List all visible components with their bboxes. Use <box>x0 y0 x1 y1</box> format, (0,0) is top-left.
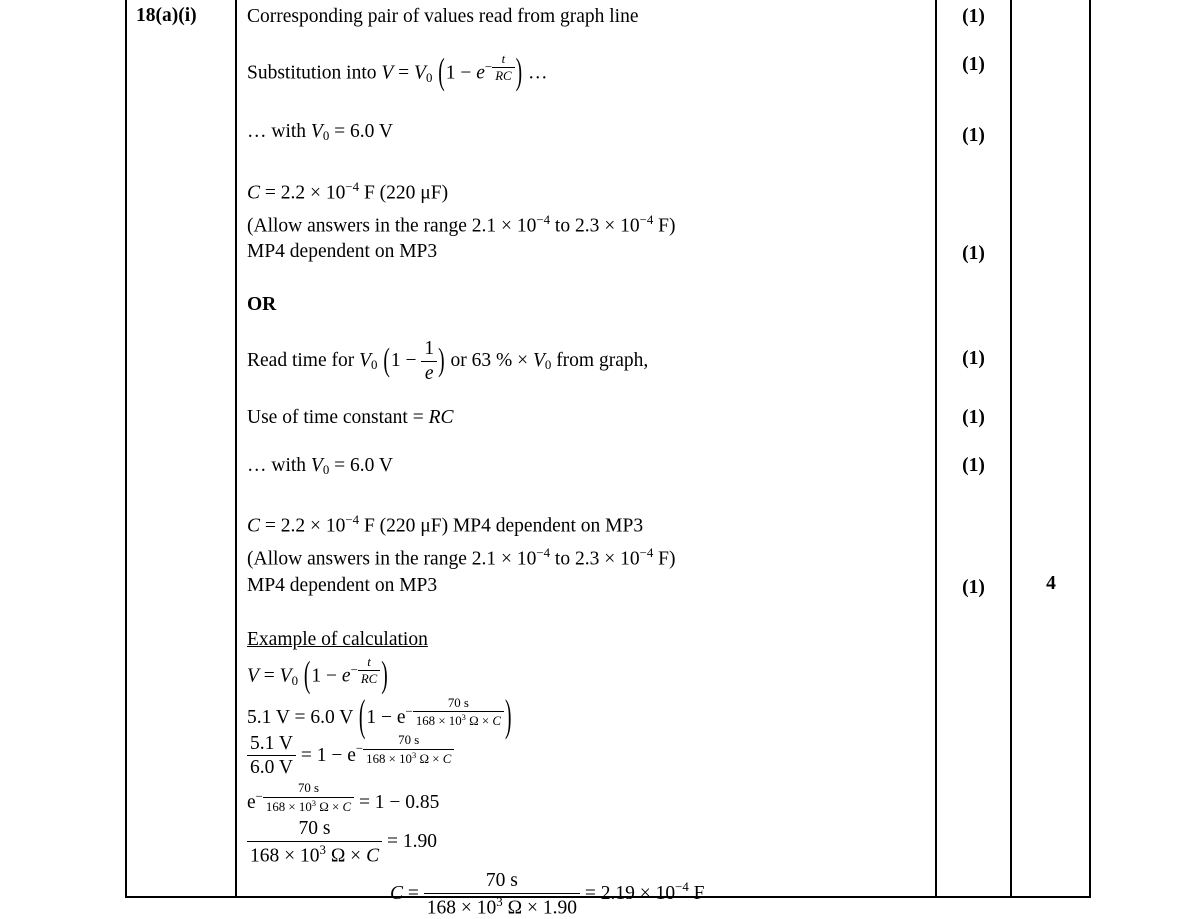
superscript: − $\frac{70 s}{168 \times 103 \Omega \times C}$ <box>406 696 504 729</box>
math-variable: V <box>279 665 292 687</box>
math-variable: RC <box>360 672 378 687</box>
math-variable: V <box>414 62 426 84</box>
mark-point: (1) <box>962 407 985 429</box>
math-paren: ( <box>383 343 390 380</box>
fraction-numerator: 70 s <box>413 696 504 712</box>
bold-text: OR <box>247 294 277 316</box>
fraction-numerator <box>492 52 514 68</box>
mark-scheme-row <box>247 870 1090 919</box>
math-variable: RC <box>495 69 512 84</box>
math-paren: ( <box>438 53 445 94</box>
math-variable: C <box>366 845 380 867</box>
math-fraction <box>363 733 454 766</box>
answer-line: C = $\frac{70 s}{168 \times 103 \Omega \times 1.90}$ = 2.19 × 10−4 F <box>390 869 705 919</box>
fraction-numerator: 70 s <box>247 818 382 842</box>
fraction-numerator: 5.1 V <box>247 733 296 757</box>
mark-scheme-row <box>247 627 1090 653</box>
mark-point: (1) <box>962 6 985 27</box>
mark-scheme-row <box>247 338 1090 385</box>
mark-point: (1) <box>962 348 985 370</box>
answer-line: $\frac{70 s}{168 \times 103 \Omega \times C}$ = 1.90 <box>247 818 1090 867</box>
math-variable: V <box>247 665 259 687</box>
math-paren: ) <box>515 53 523 94</box>
subscript: 0 <box>425 70 433 85</box>
superscript: − $\frac{t}{RC}$ <box>485 52 515 84</box>
math-paren: ) <box>504 693 512 742</box>
superscript: −4 <box>675 880 689 895</box>
answer-line: … with V0 = 6.0 V <box>247 455 394 478</box>
mark-point: (1) <box>962 124 985 146</box>
fraction-numerator: 1 <box>421 338 437 362</box>
math-variable: C <box>492 714 501 728</box>
superscript: 3 <box>496 894 503 909</box>
fraction-denominator: 6.0 V <box>250 757 293 779</box>
mark-scheme-row <box>247 654 1090 697</box>
subscript: 0 <box>322 463 330 478</box>
mark-scheme-row <box>247 693 1090 742</box>
math-paren: ( <box>358 693 366 742</box>
fraction-denominator: 168 × 103 Ω × C <box>366 749 452 766</box>
superscript: −4 <box>536 212 551 227</box>
mark-scheme-row <box>247 174 1090 265</box>
mark-scheme-row <box>247 781 1090 816</box>
subscript: 0 <box>322 128 330 143</box>
mark-point: (1) <box>962 243 985 265</box>
math-variable: V <box>310 455 323 477</box>
answer-line: e− $\frac{70 s}{168 \times 103 \Omega \times C}$ = 1 − 0.85 <box>247 781 440 814</box>
math-variable: C <box>442 751 452 766</box>
fraction-numerator: 70 s <box>363 733 454 749</box>
answer-line: $\frac{5.1 V}{6.0 V}$ = 1 − e− $\frac{70 s}{168 \times 103 \Omega \times C}$ <box>247 733 1090 780</box>
fraction-numerator: 70 s <box>263 781 354 797</box>
answer-line: V = V0 (1 − e− $\frac{t}{RC}$ ) <box>247 654 388 697</box>
mark-point: (1) <box>962 54 985 75</box>
mark-point: (1) <box>962 576 985 598</box>
superscript: −4 <box>345 179 360 194</box>
math-fraction <box>492 52 514 84</box>
subscript: 0 <box>371 358 378 373</box>
superscript: − $\frac{70 s}{168 \times 103 \Omega \times C}$ <box>356 733 454 766</box>
answer-line: 5.1 V = 6.0 V (1 − e− $\frac{70 s}{168 \times 103 \Omega \times C}$ ) <box>247 693 512 742</box>
mark-scheme-row <box>247 52 1090 94</box>
fraction-denominator <box>358 671 380 686</box>
math-variable: V <box>532 350 545 372</box>
superscript: −4 <box>639 546 654 560</box>
superscript: 3 <box>319 843 326 858</box>
superscript: −4 <box>639 212 654 227</box>
math-fraction <box>247 733 296 780</box>
math-variable: V <box>381 62 394 84</box>
math-variable: C <box>247 182 261 204</box>
mark-scheme-row <box>247 405 1090 431</box>
answer-line: Corresponding pair of values read from graph line <box>247 6 639 27</box>
fraction-denominator: 168 × 103 Ω × C <box>265 797 352 814</box>
superscript: −4 <box>536 546 551 560</box>
answer-line: Use of time constant = RC <box>247 407 454 429</box>
math-paren: ) <box>381 656 388 697</box>
math-fraction <box>247 818 382 867</box>
subscript: 0 <box>544 358 552 373</box>
math-variable: V <box>310 120 323 142</box>
superscript: − $\frac{t}{RC}$ <box>351 655 381 687</box>
math-variable: C <box>342 799 352 814</box>
answer-line: MP4 dependent on MP3 <box>247 574 438 596</box>
answer-line: (Allow answers in the range 2.1 × 10−4 to 2.3 × 10−4 F) <box>247 540 1090 573</box>
answer-line: Read time for V0 (1 − $\frac{1}{e}$ ) or 63 % × V0 from graph, <box>247 338 649 385</box>
superscript: − $\frac{70 s}{168 \times 103 \Omega \times C}$ <box>256 781 354 814</box>
mark-scheme-row <box>247 507 1090 598</box>
math-variable: t <box>367 654 371 669</box>
fraction-denominator <box>492 68 514 83</box>
math-fraction <box>263 781 354 814</box>
math-fraction <box>413 696 504 729</box>
mark-scheme-row <box>247 733 1090 780</box>
answer-line <box>247 292 1090 318</box>
answer-line: MP4 dependent on MP3 <box>247 241 438 263</box>
fraction-numerator <box>358 655 380 671</box>
subscript: 0 <box>291 673 299 688</box>
answer-line: C = 2.2 × 10−4 F (220 μF) <box>247 174 1090 207</box>
mark-scheme-row <box>247 818 1090 867</box>
answer-line: Example of calculation <box>247 628 428 650</box>
superscript: 3 <box>311 797 317 808</box>
math-variable: C <box>390 882 404 904</box>
fraction-denominator: 168 × 103 Ω × C <box>250 843 380 867</box>
fraction-denominator: 168 × 103 Ω × C <box>415 711 501 728</box>
question-number-cell: 18(a)(i) <box>136 5 197 26</box>
math-variable: t <box>501 52 506 66</box>
math-paren: ) <box>438 343 445 380</box>
answer-line: Substitution into V = V0 (1 − e− $\frac{t}{RC}$ ) … <box>247 52 548 94</box>
answer-line: … with V0 = 6.0 V <box>247 120 394 143</box>
math-fraction <box>358 655 380 687</box>
mark-point: (1) <box>962 455 985 477</box>
fraction-numerator: 70 s <box>424 870 580 894</box>
answer-column <box>247 0 1090 919</box>
fraction-denominator <box>421 362 437 385</box>
answer-line: C = 2.2 × 10−4 F (220 μF) MP4 dependent on MP3 <box>247 507 1090 540</box>
superscript: 3 <box>412 749 417 760</box>
math-variable: V <box>359 350 372 372</box>
math-fraction <box>424 870 580 919</box>
mark-scheme-row <box>247 453 1090 483</box>
mark-scheme-row <box>247 292 1090 318</box>
fraction-denominator: 168 × 103 Ω × 1.90 <box>426 894 577 919</box>
math-variable: e <box>476 62 485 84</box>
answer-line: (Allow answers in the range 2.1 × 10−4 to 2.3 × 10−4 F) <box>247 207 1090 240</box>
math-variable: RC <box>428 407 454 429</box>
math-variable: e <box>341 665 351 687</box>
mark-scheme-row <box>247 119 1090 149</box>
table-border-vertical <box>235 0 237 897</box>
superscript: −4 <box>345 513 360 528</box>
total-marks: 4 <box>1046 572 1056 594</box>
math-paren: ( <box>303 656 311 697</box>
math-variable: e <box>424 363 434 385</box>
table-border-vertical <box>125 0 127 897</box>
math-fraction <box>421 338 437 385</box>
mark-scheme-row <box>247 4 1090 30</box>
superscript: 3 <box>461 711 466 722</box>
math-variable: C <box>247 516 261 537</box>
